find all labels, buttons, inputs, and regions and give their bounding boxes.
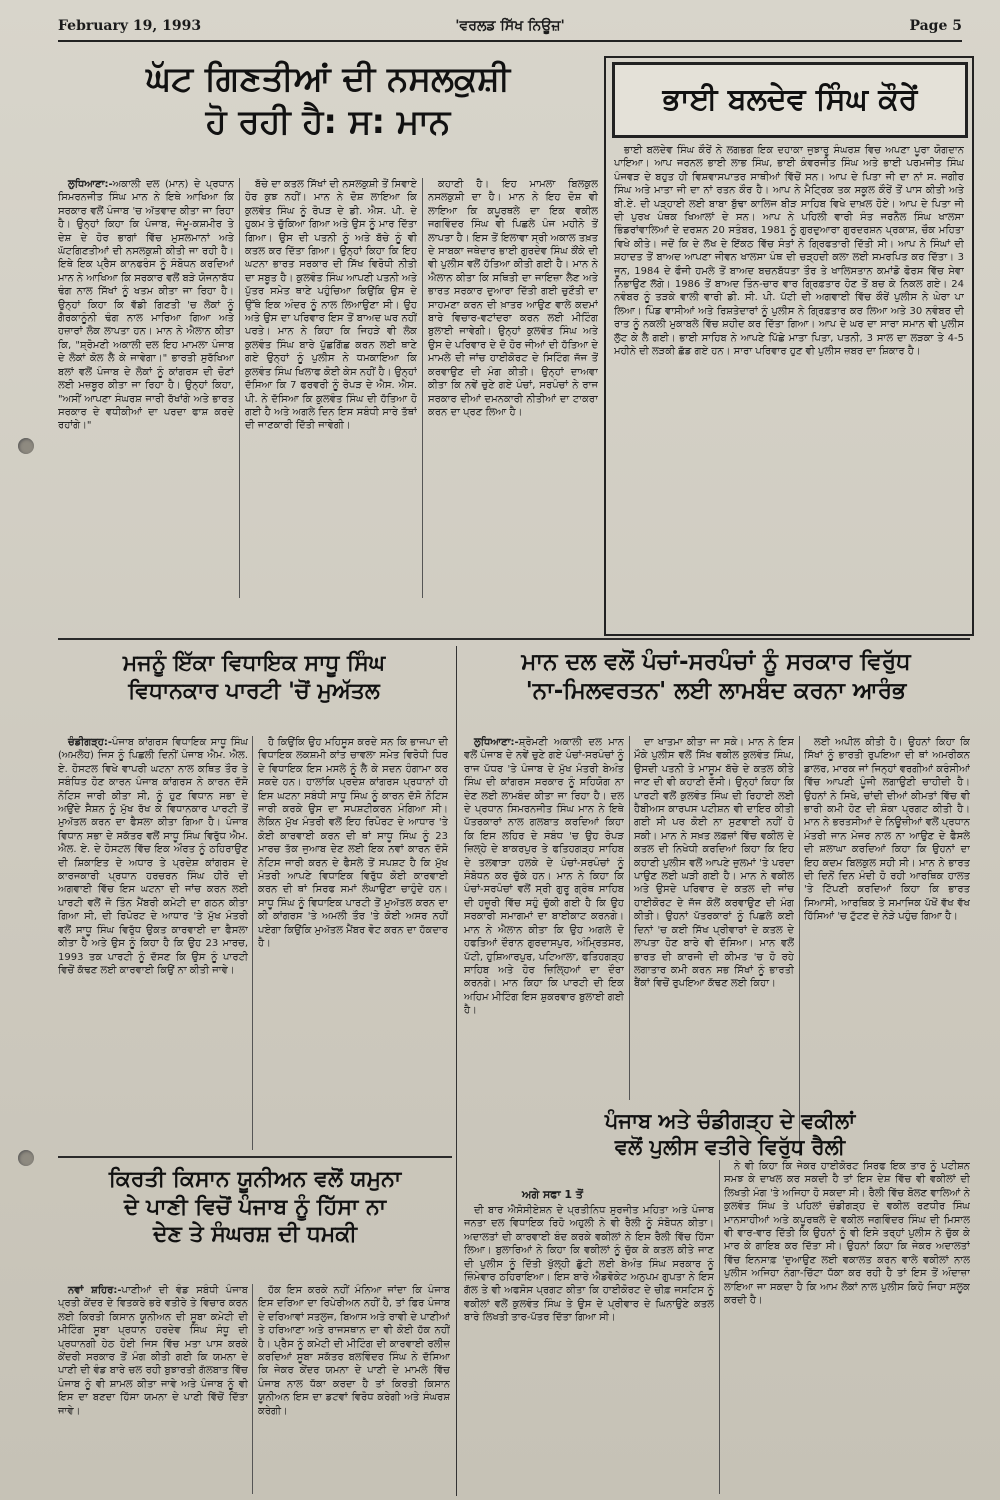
column-divider bbox=[252, 1284, 253, 1494]
article1-dateline: ਲੁਧਿਆਣਾ:- bbox=[68, 179, 113, 190]
punch-hole bbox=[18, 1150, 34, 1166]
article6-headline-line3: ਦੇਣ ਤੇ ਸੰਘਰਸ਼ ਦੀ ਧਮਕੀ bbox=[152, 1222, 358, 1247]
article4-headline-line2: 'ਨਾ-ਮਿਲਵਰਤਨ' ਲਈ ਲਾਮਬੰਦ ਕਰਨਾ ਆਰੰਭ bbox=[525, 677, 907, 704]
column-divider bbox=[422, 178, 423, 598]
article4-text-col2: ਦਾ ਖਾਤਮਾ ਕੀਤਾ ਜਾ ਸਕੇ। ਮਾਨ ਨੇ ਇਸ ਮੌਕੇ ਪੁਲੀਸ ਵਲੋਂ ਸਿੱਖ ਵਕੀਲ ਕੁਲਵੰਤ ਸਿੰਘ, ਉਸਦੀ ਪਤਨੀ ਤੇ ਮਾਸੂਮ ਬੱਚੇ ਦੇ ਕਤਲ ਕੀਤੇ ਜਾਣ ਦੀ ਵੀ ਕਹਾਣੀ ਦੱਸੀ। ਉਨ੍ਹਾਂ ਕਿਹਾ ਕਿ ਪਾਰਟੀ ਵਲੋਂ ਕੁਲਵੰਤ ਸਿੰਘ ਦੀ ਰਿਹਾਈ ਲਈ ਹੈਬੀਅਸ ਕਾਰਪਸ ਪਟੀਸ਼ਨ ਵੀ ਦਾਇਰ ਕੀਤੀ ਗਈ ਸੀ ਪਰ ਕੋਈ ਨਾ ਸੁਣਵਾਈ ਨਹੀਂ ਹੋ ਸਕੀ। ਮਾਨ ਨੇ ਸਖ਼ਤ ਲਫ਼ਜ਼ਾਂ ਵਿੱਚ ਵਕੀਲ ਦੇ ਕਤਲ ਦੀ ਨਿਖੇਧੀ ਕਰਦਿਆਂ ਕਿਹਾ ਕਿ ਇਹ ਕਹਾਣੀ ਪੁਲੀਸ ਵਲੋਂ ਆਪਣੇ ਜ਼ੁਲਮਾਂ 'ਤੇ ਪਰਦਾ ਪਾਉਣ ਲਈ ਘੜੀ ਗਈ ਹੈ। ਮਾਨ ਨੇ ਵਕੀਲ ਅਤੇ ਉਸਦੇ ਪਰਿਵਾਰ ਦੇ ਕਤਲ ਦੀ ਜਾਂਚ ਹਾਈਕੋਰਟ ਦੇ ਜੱਜ ਕੋਲੋਂ ਕਰਵਾਉਣ ਦੀ ਮੰਗ ਕੀਤੀ। ਉਹਨਾਂ ਪੱਤਰਕਾਰਾਂ ਨੂੰ ਪਿਛਲੇ ਕਈ ਦਿਨਾਂ 'ਚ ਕਈ ਸਿੱਖ ਪ੍ਰੀਵਾਰਾਂ ਦੇ ਕਤਲ ਦੇ ਲਾਪਤਾ ਹੋਣ ਬਾਰੇ ਵੀ ਦੱਸਿਆ। ਮਾਨ ਵਲੋਂ ਭਾਰਤ ਦੀ ਕਾਰਜੀ ਦੀ ਕੀਮਤ 'ਚ ਹੋ ਰਹੇ ਲਗਾਤਾਰ ਕਮੀ ਕਰਨ ਸਭ ਸਿੱਖਾਂ ਨੂੰ ਭਾਰਤੀ ਬੈਂਕਾਂ ਵਿਚੋਂ ਰੁਪਇਆ ਕੱਢਣ ਲਈ ਕਿਹਾ। bbox=[634, 737, 794, 990]
article6-col1 bbox=[58, 1284, 248, 1494]
article1-col3 bbox=[428, 178, 598, 598]
article2-body bbox=[614, 144, 964, 626]
article6-headline bbox=[58, 1166, 452, 1276]
article1-headline-line2: ਹੋ ਰਹੀ ਹੈ: ਸ: ਮਾਨ bbox=[205, 101, 451, 142]
column-divider bbox=[799, 736, 800, 1156]
article1-headline-line1: ਘੱਟ ਗਿਣਤੀਆਂ ਦੀ ਨਸਲਕੁਸ਼ੀ bbox=[145, 59, 511, 99]
article4-col1 bbox=[464, 736, 624, 1156]
section-divider-vertical bbox=[456, 646, 457, 1496]
article6-headline-line2: ਦੇ ਪਾਣੀ ਵਿਚੋਂ ਪੰਜਾਬ ਨੂੰ ਹਿੱਸਾ ਨਾ bbox=[123, 1194, 387, 1220]
article3-headline-line1: ਮਜਨੂੰ ਇੱਕਾ ਵਿਧਾਇਕ ਸਾਧੂ ਸਿੰਘ bbox=[122, 651, 386, 676]
section-divider bbox=[58, 1156, 452, 1158]
article5-text-col1: ਦੀ ਬਾਰ ਐਸੋਸੀਏਸ਼ਨ ਦੇ ਪ੍ਰਤੀਨਿਧ ਸੁਰਜੀਤ ਮਹਿਤਾ ਅਤੇ ਪੰਜਾਬ ਜਨਤਾ ਦਲ ਵਿਧਾਇਕ ਰਿਹੋ ਅਹੁਲੀ ਨੇ ਵੀ ਰੈਲੀ ਨੂੰ ਸੰਬੋਧਨ ਕੀਤਾ। ਅਦਾਲਤਾਂ ਦੀ ਕਾਰਵਾਈ ਬੰਦ ਕਰਕੇ ਵਕੀਲਾਂ ਨੇ ਇਸ ਰੈਲੀ ਵਿੱਚ ਹਿੱਸਾ ਲਿਆ। ਬੁਲਾਰਿਆਂ ਨੇ ਕਿਹਾ ਕਿ ਵਕੀਲਾਂ ਨੂੰ ਚੁੱਕ ਕੇ ਕਤਲ ਕੀਤੇ ਜਾਣ ਦੀ ਪੁਲੀਸ ਨੂੰ ਦਿੱਤੀ ਖੁੱਲ੍ਹੀ ਛੁੱਟੀ ਲਈ ਬੇਅੰਤ ਸਿੰਘ ਸਰਕਾਰ ਨੂੰ ਜ਼ਿੰਮੇਵਾਰ ਠਹਿਰਾਇਆ। ਇਸ ਬਾਰੇ ਐਡਵੋਕੇਟ ਅਨੁਪਮ ਗੁਪਤਾ ਨੇ ਇਸ ਗੱਲ ਤੇ ਵੀ ਅਫਸੋਸ ਪ੍ਰਗਟ ਕੀਤਾ ਕਿ ਹਾਈਕੋਰਟ ਦੇ ਚੀਫ਼ ਜਸਟਿਸ ਨੂੰ ਵਕੀਲਾਂ ਵਲੋਂ ਕੁਲਵੰਤ ਸਿੰਘ ਤੇ ਉਸ ਦੇ ਪ੍ਰੀਵਾਰ ਦੇ ਘਿਨਾਉਣੇ ਕਤਲ ਬਾਰੇ ਲਿਖਤੀ ਤਾਰ-ਪੱਤਰ ਦਿੱਤਾ ਗਿਆ ਸੀ। bbox=[464, 1205, 714, 1324]
issue-date: February 19, 1993 bbox=[58, 18, 202, 34]
article1-headline bbox=[58, 58, 598, 176]
article6-text-col2: ਹੱਕ ਇਸ ਕਰਕੇ ਨਹੀਂ ਮੰਨਿਆ ਜਾਂਦਾ ਕਿ ਪੰਜਾਬ ਇਸ ਦਰਿਆ ਦਾ ਰਿਪੇਰੀਅਨ ਨਹੀਂ ਹੈ, ਤਾਂ ਫਿਰ ਪੰਜਾਬ ਦੇ ਦਰਿਆਵਾਂ ਸਤਲੁਜ, ਬਿਆਸ ਅਤੇ ਰਾਵੀ ਦੇ ਪਾਣੀਆਂ ਤੇ ਹਰਿਆਣਾ ਅਤੇ ਰਾਜਸਥਾਨ ਦਾ ਵੀ ਕੋਈ ਹੱਕ ਨਹੀਂ ਹੈ। ਪ੍ਰੈਸ ਨੂੰ ਕਮੇਟੀ ਦੀ ਮੀਟਿੰਗ ਦੀ ਕਾਰਵਾਈ ਰਲੀਜ਼ ਕਰਦਿਆਂ ਸੂਬਾ ਸਕੱਤਰ ਬਲਵਿੰਦਰ ਸਿੰਘ ਨੇ ਦੱਸਿਆ ਕਿ ਜੇਕਰ ਕੇਂਦਰ ਯਮਨਾ ਦੇ ਪਾਣੀ ਦੇ ਮਾਮਲੇ ਵਿੱਚ ਪੰਜਾਬ ਨਾਲ ਧੱਕਾ ਕਰਦਾ ਹੈ ਤਾਂ ਕਿਰਤੀ ਕਿਸਾਨ ਯੂਨੀਅਨ ਇਸ ਦਾ ਡਟਵਾਂ ਵਿਰੋਧ ਕਰੇਗੀ ਅਤੇ ਸੰਘਰਸ਼ ਕਰੇਗੀ। bbox=[258, 1285, 450, 1417]
article3-text-col1: ਪੰਜਾਬ ਕਾਂਗਰਸ ਵਿਧਾਇਕ ਸਾਧੂ ਸਿੰਘ (ਅਮਲੋਹ) ਜਿਸ ਨੂੰ ਪਿਛਲੀ ਦਿਨੀਂ ਪੰਜਾਬ ਐਮ. ਐਲ. ਏ. ਹੋਸਟਲ ਵਿਖੇ ਵਾਪਰੀ ਘਟਨਾ ਨਾਲ ਕਥਿਤ ਤੌਰ ਤੇ ਸਬੰਧਿਤ ਹੋਣ ਕਾਰਨ ਪੰਜਾਬ ਕਾਂਗਰਸ ਨੇ ਕਾਰਨ ਦੱਸੋ ਨੋਟਿਸ ਜਾਰੀ ਕੀਤਾ ਸੀ, ਨੂੰ ਹੁਣ ਵਿਧਾਨ ਸਭਾ ਦੇ ਅਉਂਦੇ ਸੈਸ਼ਨ ਨੂੰ ਮੁੱਖ ਰੱਖ ਕੇ ਵਿਧਾਨਕਾਰ ਪਾਰਟੀ ਤੋਂ ਮੁਅੱਤਲ ਕਰਨ ਦਾ ਫੈਸਲਾ ਕੀਤਾ ਗਿਆ ਹੈ। ਪੰਜਾਬ ਵਿਧਾਨ ਸਭਾ ਦੇ ਸਕੱਤਰ ਵਲੋਂ ਸਾਧੂ ਸਿੰਘ ਵਿਰੁੱਧ ਐਮ. ਐਲ. ਏ. ਦੇ ਹੋਸਟਲ ਵਿੱਚ ਇਕ ਔਰਤ ਨੂੰ ਠਹਿਰਾਉਣ ਦੀ ਸ਼ਿਕਾਇਤ ਦੇ ਅਧਾਰ ਤੇ ਪ੍ਰਦੇਸ਼ ਕਾਂਗਰਸ ਦੇ ਕਾਰਜਕਾਰੀ ਪ੍ਰਧਾਨ ਹਰਚਰਨ ਸਿੰਘ ਹੀਰੋ ਦੀ ਅਗਵਾਈ ਵਿੱਚ ਇਸ ਘਟਨਾ ਦੀ ਜਾਂਚ ਕਰਨ ਲਈ ਪਾਰਟੀ ਵਲੋਂ ਜੋ ਤਿੰਨ ਮੈਂਬਰੀ ਕਮੇਟੀ ਦਾ ਗਠਨ ਕੀਤਾ ਗਿਆ ਸੀ, ਦੀ ਰਿਪੋਰਟ ਦੇ ਆਧਾਰ 'ਤੇ ਮੁੱਖ ਮੰਤਰੀ ਵਲੋਂ ਸਾਧੂ ਸਿੰਘ ਵਿਰੁੱਧ ਉਕਤ ਕਾਰਵਾਈ ਦਾ ਫੈਸਲਾ ਕੀਤਾ ਹੈ ਅਤੇ ਉਸ ਨੂੰ ਕਿਹਾ ਹੈ ਕਿ ਉਹ 23 ਮਾਰਚ, 1993 ਤਕ ਪਾਰਟੀ ਨੂੰ ਦੱਸਣ ਕਿ ਉਸ ਨੂੰ ਪਾਰਟੀ ਵਿਚੋਂ ਕੱਢਣ ਲਈ ਕਾਰਵਾਈ ਕਿਉਂ ਨਾ ਕੀਤੀ ਜਾਵੇ। bbox=[58, 737, 248, 976]
article5-col2 bbox=[724, 1160, 970, 1494]
article1-text-col1: ਅਕਾਲੀ ਦਲ (ਮਾਨ) ਦੇ ਪ੍ਰਧਾਨ ਸਿਮਰਨਜੀਤ ਸਿੰਘ ਮਾਨ ਨੇ ਇਥੇ ਆਖਿਆ ਕਿ ਸਰਕਾਰ ਵਲੋਂ ਪੰਜਾਬ 'ਚ ਅੱਤਵਾਦ ਕੀਤਾ ਜਾ ਰਿਹਾ ਹੈ। ਉਨ੍ਹਾਂ ਕਿਹਾ ਕਿ ਪੰਜਾਬ, ਜੰਮੂ-ਕਸ਼ਮੀਰ ਤੇ ਦੇਸ਼ ਦੇ ਹੋਰ ਭਾਗਾਂ ਵਿੱਚ ਮੁਸਲਮਾਨਾਂ ਅਤੇ ਘੱਟਗਿਣਤੀਆਂ ਦੀ ਨਸਲਕੁਸ਼ੀ ਕੀਤੀ ਜਾ ਰਹੀ ਹੈ। ਇਥੇ ਇਕ ਪ੍ਰੈਸ ਕਾਨਫਰੰਸ ਨੂੰ ਸੰਬੋਧਨ ਕਰਦਿਆਂ ਮਾਨ ਨੇ ਆਖਿਆ ਕਿ ਸਰਕਾਰ ਵਲੋਂ ਬੜੇ ਯੋਜਨਾਬੱਧ ਢੰਗ ਨਾਲ ਸਿੱਖਾਂ ਨੂੰ ਖਤਮ ਕੀਤਾ ਜਾ ਰਿਹਾ ਹੈ। ਉਨ੍ਹਾਂ ਕਿਹਾ ਕਿ ਵੱਡੀ ਗਿਣਤੀ 'ਚ ਲੋਕਾਂ ਨੂੰ ਗੈਰਕਾਨੂੰਨੀ ਢੰਗ ਨਾਲ ਮਾਰਿਆ ਗਿਆ ਅਤੇ ਹਜ਼ਾਰਾਂ ਲੋਕ ਲਾਪਤਾ ਹਨ। ਮਾਨ ਨੇ ਐਲਾਨ ਕੀਤਾ ਕਿ, "ਸ਼੍ਰੋਮਣੀ ਅਕਾਲੀ ਦਲ ਇਹ ਮਾਮਲਾ ਪੰਜਾਬ ਦੇ ਲੋਕਾਂ ਕੋਲ ਲੈ ਕੇ ਜਾਵੇਗਾ।" ਭਾਰਤੀ ਸੁਰੱਖਿਆ ਬਲਾਂ ਵਲੋਂ ਪੰਜਾਬ ਦੇ ਲੋਕਾਂ ਨੂੰ ਕਾਂਗਰਸ ਦੀ ਚੋਣਾਂ ਲਈ ਮਜ਼ਬੂਰ ਕੀਤਾ ਜਾ ਰਿਹਾ ਹੈ। ਉਨ੍ਹਾਂ ਕਿਹਾ, "ਅਸੀਂ ਆਪਣਾ ਸੰਘਰਸ਼ ਜਾਰੀ ਰੱਖਾਂਗੇ ਅਤੇ ਭਾਰਤ ਸਰਕਾਰ ਦੇ ਵਧੀਕੀਆਂ ਦਾ ਪਰਦਾ ਫਾਸ਼ ਕਰਦੇ ਰਹਾਂਗੇ।" bbox=[58, 179, 234, 432]
article1-text-col3: ਕਹਾਣੀ ਹੈ। ਇਹ ਮਾਮਲਾ ਬਿਲਕੁਲ ਨਸਲਕੁਸ਼ੀ ਦਾ ਹੈ। ਮਾਨ ਨੇ ਇਹ ਦੋਸ਼ ਵੀ ਲਾਇਆ ਕਿ ਕਪੂਰਥਲੇ ਦਾ ਇਕ ਵਕੀਲ ਜਗਵਿੰਦਰ ਸਿੰਘ ਵੀ ਪਿਛਲੇ ਪੰਜ ਮਹੀਨੇ ਤੋਂ ਲਾਪਤਾ ਹੈ। ਇਸ ਤੋਂ ਇਲਾਵਾ ਸ੍ਰੀ ਅਕਾਲ ਤਖ਼ਤ ਦੇ ਸਾਬਕਾ ਜਥੇਦਾਰ ਭਾਈ ਗੁਰਦੇਵ ਸਿੰਘ ਕੌਂਕੇ ਦੀ ਵੀ ਪੁਲੀਸ ਵਲੋਂ ਹੱਤਿਆ ਕੀਤੀ ਗਈ ਹੈ। ਮਾਨ ਨੇ ਐਲਾਨ ਕੀਤਾ ਕਿ ਸਥਿਤੀ ਦਾ ਜਾਇਜ਼ਾ ਲੈਣ ਅਤੇ ਭਾਰਤ ਸਰਕਾਰ ਦੁਆਰਾ ਦਿੱਤੀ ਗਈ ਚੁਣੌਤੀ ਦਾ ਸਾਹਮਣਾ ਕਰਨ ਦੀ ਖ਼ਾਤਰ ਆਉਣ ਵਾਲੇ ਕਦਮਾਂ ਬਾਰੇ ਵਿਚਾਰ-ਵਟਾਂਦਰਾ ਕਰਨ ਲਈ ਮੀਟਿੰਗ ਬੁਲਾਈ ਜਾਵੇਗੀ। ਉਨ੍ਹਾਂ ਕੁਲਵੰਤ ਸਿੰਘ ਅਤੇ ਉਸ ਦੇ ਪਰਿਵਾਰ ਦੇ ਦੋ ਹੋਰ ਜੀਆਂ ਦੀ ਹੱਤਿਆ ਦੇ ਮਾਮਲੇ ਦੀ ਜਾਂਚ ਹਾਈਕੋਰਟ ਦੇ ਸਿਟਿੰਗ ਜੱਜ ਤੋਂ ਕਰਵਾਉਣ ਦੀ ਮੰਗ ਕੀਤੀ। ਉਨ੍ਹਾਂ ਦਾਅਵਾ ਕੀਤਾ ਕਿ ਨਵੇਂ ਚੁਣੇ ਗਏ ਪੰਚਾਂ, ਸਰਪੰਚਾਂ ਨੇ ਰਾਜ ਸਰਕਾਰ ਦੀਆਂ ਦਮਨਕਾਰੀ ਨੀਤੀਆਂ ਦਾ ਟਾਕਰਾ ਕਰਨ ਦਾ ਪ੍ਰਣ ਲਿਆ ਹੈ। bbox=[428, 179, 598, 418]
article4-dateline: ਲੁਧਿਆਣਾ:- bbox=[474, 737, 519, 748]
article6-col2 bbox=[258, 1284, 450, 1494]
article1-col2 bbox=[245, 178, 417, 598]
article6-text-col1: ਪਾਣੀਆਂ ਦੀ ਵੰਡ ਸਬੰਧੀ ਪੰਜਾਬ ਪ੍ਰਤੀ ਕੇਂਦਰ ਦੇ ਵਿਤਕਰੇ ਭਰੇ ਵਤੀਰੇ ਤੇ ਵਿਚਾਰ ਕਰਨ ਲਈ ਕਿਰਤੀ ਕਿਸਾਨ ਯੂਨੀਅਨ ਦੀ ਸੂਬਾ ਕਮੇਟੀ ਦੀ ਮੀਟਿੰਗ ਸੂਬਾ ਪ੍ਰਧਾਨ ਹਰਦੇਵ ਸਿੰਘ ਸੰਧੂ ਦੀ ਪ੍ਰਧਾਨਗੀ ਹੇਠ ਹੋਈ ਜਿਸ ਵਿੱਚ ਮਤਾ ਪਾਸ ਕਰਕੇ ਕੇਂਦਰੀ ਸਰਕਾਰ ਤੋਂ ਮੰਗ ਕੀਤੀ ਗਈ ਕਿ ਯਮਨਾ ਦੇ ਪਾਣੀ ਦੀ ਵੰਡ ਬਾਰੇ ਚਲ ਰਹੀ ਬੁਝਾਰਤੀ ਗੱਲਬਾਤ ਵਿੱਚ ਪੰਜਾਬ ਨੂੰ ਵੀ ਸ਼ਾਮਲ ਕੀਤਾ ਜਾਵੇ ਅਤੇ ਪੰਜਾਬ ਨੂੰ ਵੀ ਇਸ ਦਾ ਬਣਦਾ ਹਿੱਸਾ ਯਮਨਾ ਦੇ ਪਾਣੀ ਵਿੱਚੋਂ ਦਿੱਤਾ ਜਾਵੇ। bbox=[58, 1285, 248, 1417]
column-divider bbox=[719, 1160, 720, 1494]
article4-text-col3: ਲਈ ਅਪੀਲ ਕੀਤੀ ਹੈ। ਉਹਨਾਂ ਕਿਹਾ ਕਿ ਸਿੱਖਾਂ ਨੂੰ ਭਾਰਤੀ ਰੁਪਇਆ ਦੀ ਥਾਂ ਅਮਰੀਕਨ ਡਾਲਰ, ਮਾਰਕ ਜਾਂ ਜਿਨ੍ਹਾਂ ਵਰਗੀਆਂ ਕਰੰਸੀਆਂ ਵਿੱਚ ਆਪਣੀ ਪੂੰਜੀ ਲਗਾਉਣੀ ਚਾਹੀਦੀ ਹੈ। ਉਹਨਾਂ ਨੇ ਸਿਖੇ, ਚਾਂਦੀ ਦੀਆਂ ਕੀਮਤਾਂ ਵਿੱਚ ਵੀ ਭਾਰੀ ਕਮੀ ਹੋਣ ਦੀ ਸ਼ੰਕਾ ਪ੍ਰਗਟ ਕੀਤੀ ਹੈ। ਮਾਨ ਨੇ ਭਰਤਸੀਆਂ ਦੇ ਨਿਊਜ਼ੀਆਂ ਵਲੋਂ ਪ੍ਰਧਾਨ ਮੰਤਰੀ ਜਾਨ ਮੇਜਰ ਨਾਲ ਨਾ ਆਉਣ ਦੇ ਫੈਸਲੇ ਦੀ ਸ਼ਲਾਘਾ ਕਰਦਿਆਂ ਕਿਹਾ ਕਿ ਉਹਨਾਂ ਦਾ ਇਹ ਕਦਮ ਬਿਲਕੁਲ ਸਹੀ ਸੀ। ਮਾਨ ਨੇ ਭਾਰਤ ਦੀ ਦਿਨੋਂ ਦਿਨ ਮੰਦੀ ਹੋ ਰਹੀ ਆਰਥਿਕ ਹਾਲਤ 'ਤੇ ਟਿੱਪਣੀ ਕਰਦਿਆਂ ਕਿਹਾ ਕਿ ਭਾਰਤ ਸਿਆਸੀ, ਆਰਥਿਕ ਤੇ ਸਮਾਜਿਕ ਪੱਖੋਂ ਵੱਖ ਵੱਖ ਹਿੱਸਿਆਂ 'ਚ ਟੁੱਟਣ ਦੇ ਨੇੜੇ ਪਹੁੰਚ ਗਿਆ ਹੈ। bbox=[804, 737, 970, 923]
column-divider bbox=[239, 178, 240, 598]
article5-headline bbox=[634, 1104, 794, 1105]
article3-dateline: ਚੰਡੀਗੜ੍ਹ:- bbox=[68, 737, 113, 748]
article5-text-col2: ਨੇ ਵੀ ਕਿਹਾ ਕਿ ਜੇਕਰ ਹਾਈਕੋਰਟ ਸਿਰਫ ਇਕ ਤਾਰ ਨੂੰ ਪਟੀਸ਼ਨ ਸਮਝ ਕੇ ਦਾਖਲ ਕਰ ਸਕਦੀ ਹੈ ਤਾਂ ਇਸ ਦੇਸ਼ ਵਿੱਚ ਵੀ ਵਕੀਲਾਂ ਦੀ ਲਿਖਤੀ ਮੰਗ 'ਤੇ ਅਜਿਹਾ ਹੋ ਸਕਦਾ ਸੀ। ਰੈਲੀ ਵਿੱਚ ਬੋਲਣ ਵਾਲਿਆਂ ਨੇ ਕੁਲਵੰਤ ਸਿੰਘ ਤੇ ਪਹਿਲਾਂ ਚੰਡੀਗੜ੍ਹ ਦੇ ਵਕੀਲ ਰਣਧੀਰ ਸਿੰਘ ਮਾਨਸਾਹੀਆਂ ਅਤੇ ਕਪੂਰਥਲੇ ਦੇ ਵਕੀਲ ਜਗਵਿੰਦਰ ਸਿੰਘ ਦੀ ਮਿਸਾਲ ਵੀ ਵਾਰ-ਵਾਰ ਦਿੱਤੀ ਕਿ ਉਹਨਾਂ ਨੂੰ ਵੀ ਇਸੇ ਤਰ੍ਹਾਂ ਪੁਲੀਸ ਨੇ ਚੁੱਕ ਕੇ ਮਾਰ ਕੇ ਗਾਇਬ ਕਰ ਦਿੱਤਾ ਸੀ। ਉਹਨਾਂ ਕਿਹਾ ਕਿ ਜੇਕਰ ਅਦਾਲਤਾਂ ਵਿੱਚ ਇਨਸਾਫ਼ 'ਦੁਆਉਣ ਲਈ ਵਕਾਲਤ ਕਰਨ ਵਾਲੇ ਵਕੀਲਾਂ ਨਾਲ ਪੁਲੀਸ ਅਜਿਹਾ ਨੰਗਾ-ਚਿੱਟਾ ਧੱਕਾ ਕਰ ਰਹੀ ਹੈ ਤਾਂ ਇਸ ਤੋਂ ਅੰਦਾਜ਼ਾ ਲਾਇਆ ਜਾ ਸਕਦਾ ਹੈ ਕਿ ਆਮ ਲੋਕਾਂ ਨਾਲ ਪੁਲੀਸ ਕਿਹੋ ਜਿਹਾ ਸਲੂਕ ਕਰਦੀ ਹੈ। bbox=[724, 1161, 970, 1307]
article3-headline-line2: ਵਿਧਾਨਕਾਰ ਪਾਰਟੀ 'ਚੋਂ ਮੁਅੱਤਲ bbox=[128, 678, 380, 704]
article4-headline bbox=[462, 648, 970, 724]
article1-col1 bbox=[58, 178, 234, 598]
article6-dateline: ਨਵਾਂ ਸ਼ਹਿਰ:- bbox=[68, 1285, 122, 1296]
article5-headline-line1: ਪੰਜਾਬ ਅਤੇ ਚੰਡੀਗੜ੍ਹ ਦੇ ਵਕੀਲਾਂ bbox=[604, 1109, 856, 1133]
article3-col1 bbox=[58, 736, 248, 1150]
masthead-title: 'ਵਰਲਡ ਸਿੱਖ ਨਿਊਜ਼' bbox=[455, 18, 565, 34]
page-header bbox=[58, 16, 962, 42]
article2-title: ਭਾਈ ਬਲਦੇਵ ਸਿੰਘ ਕੌਰੇਂ bbox=[612, 62, 968, 138]
article3-col2 bbox=[258, 736, 448, 1150]
article4-text-col1: ਸ਼੍ਰੋਮਣੀ ਅਕਾਲੀ ਦਲ ਮਾਨ ਵਲੋਂ ਪੰਜਾਬ ਦੇ ਨਵੇਂ ਚੁਣੇ ਗਏ ਪੰਚਾਂ-ਸਰਪੰਚਾਂ ਨੂੰ ਰਾਜ ਪੱਧਰ 'ਤੇ ਪੰਜਾਬ ਦੇ ਮੁੱਖ ਮੰਤਰੀ ਬੇਅੰਤ ਸਿੰਘ ਦੀ ਕਾਂਗਰਸ ਸਰਕਾਰ ਨੂੰ ਸਹਿਯੋਗ ਨਾ ਦੇਣ ਲਈ ਲਾਮਬੰਦ ਕੀਤਾ ਜਾ ਰਿਹਾ ਹੈ। ਦਲ ਦੇ ਪ੍ਰਧਾਨ ਸਿਮਰਨਜੀਤ ਸਿੰਘ ਮਾਨ ਨੇ ਇਥੇ ਪੱਤਰਕਾਰਾਂ ਨਾਲ ਗਲਬਾਤ ਕਰਦਿਆਂ ਕਿਹਾ ਕਿ ਇਸ ਲਹਿਰ ਦੇ ਸਬੰਧ 'ਚ ਉਹ ਰੋਪੜ ਜ਼ਿਲ੍ਹੇ ਦੇ ਬਾਕਰਪੁਰ ਤੇ ਫਤਿਹਗੜ੍ਹ ਸਾਹਿਬ ਦੇ ਤਲਵਾੜਾ ਹਲਕੇ ਦੇ ਪੰਚਾਂ-ਸਰਪੰਚਾਂ ਨੂੰ ਸੰਬੋਧਨ ਕਰ ਚੁੱਕੇ ਹਨ। ਮਾਨ ਨੇ ਕਿਹਾ ਕਿ ਪੰਚਾਂ-ਸਰਪੰਚਾਂ ਵਲੋਂ ਸ੍ਰੀ ਗੁਰੂ ਗ੍ਰੰਥ ਸਾਹਿਬ ਦੀ ਹਜ਼ੂਰੀ ਵਿੱਚ ਸਹੁੰ ਚੁੱਕੀ ਗਈ ਹੈ ਕਿ ਉਹ ਸਰਕਾਰੀ ਸਮਾਗਮਾਂ ਦਾ ਬਾਈਕਾਟ ਕਰਨਗੇ। ਮਾਨ ਨੇ ਐਲਾਨ ਕੀਤਾ ਕਿ ਉਹ ਅਗਲੇ ਦੋ ਹਫਤਿਆਂ ਦੌਰਾਨ ਗੁਰਦਾਸਪੁਰ, ਅੰਮ੍ਰਿਤਸਰ, ਪੱਟੀ, ਹੁਸ਼ਿਆਰਪੁਰ, ਪਟਿਆਲਾ, ਫਤਿਹਗੜ੍ਹ ਸਾਹਿਬ ਅਤੇ ਹੋਰ ਜ਼ਿਲ੍ਹਿਆਂ ਦਾ ਦੌਰਾ ਕਰਨਗੇ। ਮਾਨ ਕਿਹਾ ਕਿ ਪਾਰਟੀ ਦੀ ਇਕ ਅਹਿਮ ਮੀਟਿੰਗ ਇਸ ਸ਼ੁਕਰਵਾਰ ਬੁਲਾਈ ਗਈ ਹੈ। bbox=[464, 737, 624, 1017]
article4-col3 bbox=[804, 736, 970, 1156]
article3-headline bbox=[58, 650, 450, 726]
column-divider bbox=[252, 736, 253, 1150]
article1-text-col2: ਬੱਚੇ ਦਾ ਕਤਲ ਸਿੱਖਾਂ ਦੀ ਨਸਲਕੁਸ਼ੀ ਤੋਂ ਸਿਵਾਏ ਹੋਰ ਕੁਝ ਨਹੀਂ। ਮਾਨ ਨੇ ਦੋਸ਼ ਲਾਇਆ ਕਿ ਕੁਲਵੰਤ ਸਿੰਘ ਨੂੰ ਰੋਪੜ ਦੇ ਡੀ. ਐਸ. ਪੀ. ਦੇ ਹੁਕਮ ਤੇ ਚੁੱਕਿਆ ਗਿਆ ਅਤੇ ਉਸ ਨੂੰ ਮਾਰ ਦਿੱਤਾ ਗਿਆ। ਉਸ ਦੀ ਪਤਨੀ ਨੂੰ ਅਤੇ ਬੱਚੇ ਨੂੰ ਵੀ ਕਤਲ ਕਰ ਦਿੱਤਾ ਗਿਆ। ਉਨ੍ਹਾਂ ਕਿਹਾ ਕਿ ਇਹ ਘਟਨਾ ਭਾਰਤ ਸਰਕਾਰ ਦੀ ਸਿੱਖ ਵਿਰੋਧੀ ਨੀਤੀ ਦਾ ਸਬੂਤ ਹੈ। ਕੁਲਵੰਤ ਸਿੰਘ ਆਪਣੀ ਪਤਨੀ ਅਤੇ ਪੁੱਤਰ ਸਮੇਤ ਥਾਣੇ ਪਹੁੰਚਿਆ ਕਿਉਂਕਿ ਉਸ ਦੇ ਉੱਥੇ ਇਕ ਅੰਦਰ ਨੂੰ ਨਾਲ ਲਿਆਉਣਾ ਸੀ। ਉਹ ਅਤੇ ਉਸ ਦਾ ਪਰਿਵਾਰ ਇਸ ਤੋਂ ਬਾਅਦ ਘਰ ਨਹੀਂ ਪਰਤੇ। ਮਾਨ ਨੇ ਕਿਹਾ ਕਿ ਜਿਹੜੇ ਵੀ ਲੋਕ ਕੁਲਵੰਤ ਸਿੰਘ ਬਾਰੇ ਪੁੱਛਗਿੱਛ ਕਰਨ ਲਈ ਥਾਣੇ ਗਏ ਉਨ੍ਹਾਂ ਨੂੰ ਪੁਲੀਸ ਨੇ ਧਮਕਾਇਆ ਕਿ ਕੁਲਵੰਤ ਸਿੰਘ ਖਿਲਾਫ ਕੋਈ ਕੇਸ ਨਹੀਂ ਹੈ। ਉਨ੍ਹਾਂ ਦੱਸਿਆ ਕਿ 7 ਫਰਵਰੀ ਨੂੰ ਰੋਪੜ ਦੇ ਐਸ. ਐਸ. ਪੀ. ਨੇ ਦੱਸਿਆ ਕਿ ਕੁਲਵੰਤ ਸਿੰਘ ਦੀ ਹੱਤਿਆ ਹੋ ਗਈ ਹੈ ਅਤੇ ਅਗਲੇ ਦਿਨ ਇਸ ਸਬੰਧੀ ਸਾਰੇ ਤੱਥਾਂ ਦੀ ਜਾਣਕਾਰੀ ਦਿੱਤੀ ਜਾਵੇਗੀ। bbox=[245, 179, 417, 432]
article4-col2 bbox=[634, 736, 794, 1100]
punch-hole bbox=[18, 438, 34, 454]
column-divider bbox=[629, 736, 630, 1100]
article6-headline-line1: ਕਿਰਤੀ ਕਿਸਾਨ ਯੂਨੀਅਨ ਵਲੋਂ ਯਮੁਨਾ bbox=[108, 1167, 402, 1192]
article5-headline-line2: ਵਲੋਂ ਪੁਲੀਸ ਵਤੀਰੇ ਵਿਰੁੱਧ ਰੈਲੀ bbox=[614, 1135, 846, 1160]
page-number: Page 5 bbox=[909, 18, 962, 34]
article2-text: ਭਾਈ ਬਲਦੇਵ ਸਿੰਘ ਕੌਰੇਂ ਨੇ ਲਗਭਗ ਇਕ ਦਹਾਕਾ ਜੁਝਾਰੂ ਸੰਘਰਸ਼ ਵਿਚ ਅਪਣਾ ਪੂਰਾ ਯੋਗਦਾਨ ਪਾਇਆ। ਆਪ ਜਰਨਲ ਭਾਈ ਲਾਭ ਸਿੰਘ, ਭਾਈ ਕੰਵਰਜੀਤ ਸਿੰਘ ਅਤੇ ਭਾਈ ਪਰਮਜੀਤ ਸਿੰਘ ਪੰਜਵੜ ਦੇ ਬਹੁਤ ਹੀ ਵਿਸ਼ਵਾਸਪਾਤਰ ਸਾਥੀਆਂ ਵਿੱਚੋਂ ਸਨ। ਆਪ ਦੇ ਪਿਤਾ ਜੀ ਦਾ ਨਾਂ ਸ. ਜਗੀਰ ਸਿੰਘ ਅਤੇ ਮਾਤਾ ਜੀ ਦਾ ਨਾਂ ਰਤਨ ਕੌਰ ਹੈ। ਆਪ ਨੇ ਮੈਟ੍ਰਿਕ ਤਕ ਸਕੂਲ ਕੌਰੇਂ ਤੋਂ ਪਾਸ ਕੀਤੀ ਅਤੇ ਬੀ.ਏ. ਦੀ ਪੜ੍ਹਾਈ ਲਈ ਬਾਬਾ ਬੁੱਢਾ ਕਾਲਿਜ ਬੀੜ ਸਾਹਿਬ ਵਿਖੇ ਦਾਖ਼ਲ ਹੋਏ। ਆਪ ਦੇ ਪਿਤਾ ਜੀ ਦੀ ਪੁਰਖ ਪੰਥਕ ਖਿਆਲਾਂ ਦੇ ਸਨ। ਆਪ ਨੇ ਪਹਿਲੀ ਵਾਰੀ ਸੰਤ ਜਰਨੈਲ ਸਿੰਘ ਖਾਲਸਾ ਭਿੰਡਰਾਂਵਾਲਿਆਂ ਦੇ ਦਰਸ਼ਨ 20 ਸਤੰਬਰ, 1981 ਨੂੰ ਗੁਰਦੁਆਰਾ ਗੁਰਦਰਸ਼ਨ ਪ੍ਰਕਾਸ਼, ਚੌਕ ਮਹਿਤਾ ਵਿਖੇ ਕੀਤੇ। ਜਦੋਂ ਕਿ ਦੇ ਲੱਖ ਦੇ ਇੱਕਠ ਵਿੱਚ ਸੰਤਾਂ ਨੇ ਗ੍ਰਿਫਤਾਰੀ ਦਿੱਤੀ ਸੀ। ਆਪ ਨੇ ਸਿੰਘਾਂ ਦੀ ਸ਼ਹਾਦਤ ਤੋਂ ਬਾਅਦ ਆਪਣਾ ਜੀਵਨ ਖਾਲਸਾ ਪੰਥ ਦੀ ਚੜ੍ਹਦੀ ਕਲਾ ਲਈ ਸਮਰਪਿਤ ਕਰ ਦਿੱਤਾ। 3 ਜੂਨ, 1984 ਦੇ ਫੌਜੀ ਹਮਲੇ ਤੋਂ ਬਾਅਦ ਬਚਨਬੱਧਤਾ ਤੌਰ ਤੇ ਖਾਲਿਸਤਾਨ ਕਮਾਂਡੋ ਫੋਰਸ ਵਿੱਚ ਸੇਵਾ ਨਿਭਾਉਣ ਲੱਗੇ। 1986 ਤੋਂ ਬਾਅਦ ਤਿੰਨ-ਚਾਰ ਵਾਰ ਗ੍ਰਿਫ਼ਤਾਰ ਹੋਣ ਤੋਂ ਬਚ ਕੇ ਨਿਕਲ ਗਏ। 24 ਨਵੰਬਰ ਨੂੰ ਤੜਕੇ ਵਾਲੀ ਵਾਰੀ ਡੀ. ਸੀ. ਪੀ. ਪੱਟੀ ਦੀ ਅਗਵਾਈ ਵਿੱਚ ਕੌਰੇਂ ਪੁਲੀਸ ਨੇ ਘੇਰਾ ਪਾ ਲਿਆ। ਪਿੰਡ ਵਾਸੀਆਂ ਅਤੇ ਰਿਸ਼ਤੇਦਾਰਾਂ ਨੂੰ ਪੁਲੀਸ ਨੇ ਗ੍ਰਿਫ਼ਤਾਰ ਕਰ ਲਿਆ ਅਤੇ 30 ਨਵੰਬਰ ਦੀ ਰਾਤ ਨੂੰ ਨਕਲੀ ਮੁਕਾਬਲੇ ਵਿੱਚ ਸ਼ਹੀਦ ਕਰ ਦਿੱਤਾ ਗਿਆ। ਆਪ ਦੇ ਘਰ ਦਾ ਸਾਰਾ ਸਮਾਨ ਵੀ ਪੁਲੀਸ ਲੁੱਟ ਕੇ ਲੈ ਗਈ। ਭਾਈ ਸਾਹਿਬ ਨੇ ਆਪਣੇ ਪਿੱਛੇ ਮਾਤਾ ਪਿਤਾ, ਪਤਨੀ, 3 ਸਾਲ ਦਾ ਲੜਕਾ ਤੇ 4-5 ਮਹੀਨੇ ਦੀ ਲੜਕੀ ਛੱਡ ਗਏ ਹਨ। ਸਾਰਾ ਪਰਿਵਾਰ ਹੁਣ ਵੀ ਪੁਲੀਸ ਜ਼ਬਰ ਦਾ ਸ਼ਿਕਾਰ ਹੈ। bbox=[614, 145, 964, 358]
continued-label: ਅਗੇ ਸਫਾ 1 ਤੋਂ bbox=[522, 1188, 583, 1201]
article4-headline-line1: ਮਾਨ ਦਲ ਵਲੋਂ ਪੰਚਾਂ-ਸਰਪੰਚਾਂ ਨੂੰ ਸਰਕਾਰ ਵਿਰੁੱਧ bbox=[521, 649, 911, 675]
article3-text-col2: ਹੈ ਕਿਉਂਕਿ ਉਹ ਮਹਿਸੂਸ ਕਰਦੇ ਸਨ ਕਿ ਭਾਜਪਾ ਦੀ ਵਿਧਾਇਕ ਲਕਸ਼ਮੀ ਕਾਂਤ ਚਾਵਲਾ ਸਮੇਤ ਵਿਰੋਧੀ ਧਿਰ ਦੇ ਵਿਧਾਇਕ ਇਸ ਮਸਲੇ ਨੂੰ ਲੈ ਕੇ ਸਦਨ ਹੰਗਾਮਾ ਕਰ ਸਕਦੇ ਹਨ। ਹਾਲਾਂਕਿ ਪ੍ਰਦੇਸ਼ ਕਾਂਗਰਸ ਪ੍ਰਧਾਨਾਂ ਹੀ ਇਸ ਘਟਨਾ ਸਬੰਧੀ ਸਾਧੂ ਸਿੰਘ ਨੂੰ ਕਾਰਨ ਦੱਸੋ ਨੋਟਿਸ ਜਾਰੀ ਕਰਕੇ ਉਸ ਦਾ ਸਪਸ਼ਟੀਕਰਨ ਮੰਗਿਆ ਸੀ। ਲੇਕਿਨ ਮੁੱਖ ਮੰਤਰੀ ਵਲੋਂ ਇਹ ਰਿਪੋਰਟ ਦੇ ਆਧਾਰ 'ਤੇ ਕੋਈ ਕਾਰਵਾਈ ਕਰਨ ਦੀ ਥਾਂ ਸਾਧੂ ਸਿੰਘ ਨੂੰ 23 ਮਾਰਚ ਤੱਕ ਜੁਆਬ ਦੇਣ ਲਈ ਇਕ ਨਵਾਂ ਕਾਰਨ ਦੱਸੋ ਨੋਟਿਸ ਜਾਰੀ ਕਰਨ ਦੇ ਫੈਸਲੇ ਤੋਂ ਸਪਸ਼ਟ ਹੈ ਕਿ ਮੁੱਖ ਮੰਤਰੀ ਆਪਣੇ ਵਿਧਾਇਕ ਵਿਰੁੱਧ ਕੋਈ ਕਾਰਵਾਈ ਕਰਨ ਦੀ ਥਾਂ ਸਿਰਫ ਸਮਾਂ ਲੰਘਾਉਣਾ ਚਾਹੁੰਦੇ ਹਨ। ਸਾਧੂ ਸਿੰਘ ਨੂੰ ਵਿਧਾਇਕ ਪਾਰਟੀ ਤੋਂ ਮੁਅੱਤਲ ਕਰਨ ਦਾ ਕੀ ਕਾਂਗਰਸ 'ਤੇ ਅਮਲੀ ਤੌਰ 'ਤੇ ਕੋਈ ਅਸਰ ਨਹੀਂ ਪਏਗਾ ਕਿਉਂਕਿ ਮੁਅੱਤਲ ਮੈਂਬਰ ਵੋਟ ਕਰਨ ਦਾ ਹੱਕਦਾਰ ਹੈ। bbox=[258, 737, 448, 950]
article5-col1 bbox=[464, 1204, 714, 1494]
section-divider bbox=[58, 638, 970, 640]
